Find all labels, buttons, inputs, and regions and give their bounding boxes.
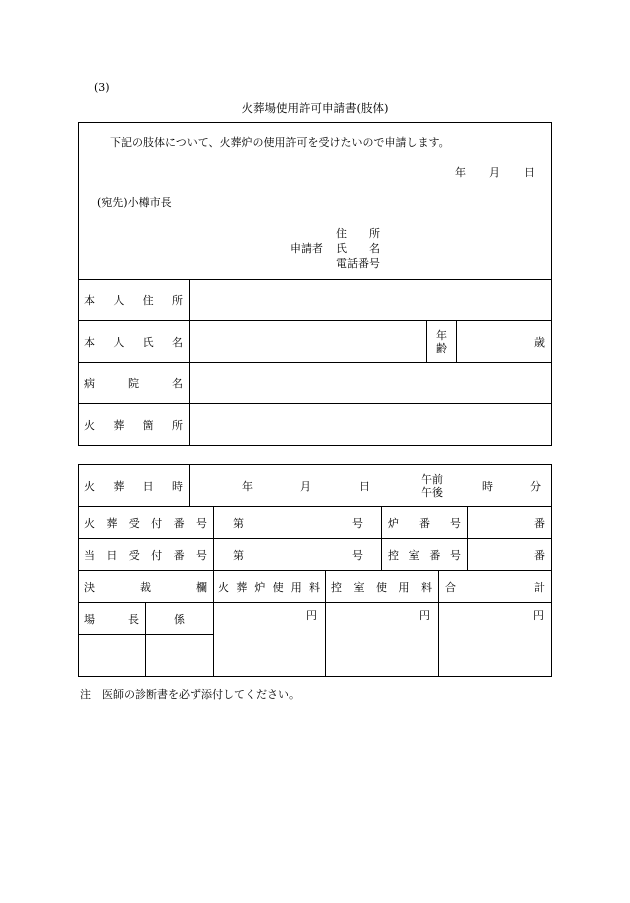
room-fee-label: 控 室 使 用 料 [331, 580, 432, 594]
datetime-minute: 分 [530, 479, 541, 493]
sameday-gou: 号 [352, 548, 363, 562]
total-label: 合 計 [445, 580, 545, 594]
applicant-phone-label: 電話番号 [336, 257, 380, 270]
am-pm: 午前 午後 [421, 472, 443, 499]
furnace-number-label: 炉 番 号 [388, 516, 461, 530]
row-deceased-name-label: 本 人 氏 名 [84, 335, 183, 349]
reception-number-label: 火 葬 受 付 番 号 [84, 516, 207, 530]
row-deceased-address-label: 本 人 住 所 [84, 294, 183, 307]
reception-dai: 第 [233, 516, 244, 530]
form-title: 火葬場使用許可申請書(肢体) [241, 101, 389, 115]
date-month: 月 [489, 166, 500, 179]
datetime-hour: 時 [482, 479, 493, 493]
furnace-ban: 番 [534, 516, 545, 530]
applicant-label: 申請者 [290, 242, 323, 255]
room-fee-yen: 円 [419, 609, 430, 622]
datetime-day: 日 [359, 479, 370, 493]
datetime-year: 年 [242, 479, 253, 493]
datetime-month: 月 [300, 479, 311, 493]
footnote: 注 医師の診断書を必ず添付してください。 [80, 688, 300, 701]
waiting-room-ban: 番 [534, 548, 545, 562]
waiting-room-number-label: 控 室 番 号 [388, 548, 461, 562]
applicant-name-label: 氏 名 [336, 242, 380, 255]
intro-text: 下記の肢体について、火葬炉の使用許可を受けたいので申請します。 [110, 136, 450, 149]
date-year: 年 [455, 166, 466, 179]
age-unit: 歳 [534, 335, 545, 349]
date-day: 日 [524, 166, 535, 179]
form-number: (3) [94, 81, 110, 94]
cremation-datetime-label: 火 葬 日 時 [84, 479, 183, 493]
furnace-fee-yen: 円 [306, 609, 317, 622]
sameday-dai: 第 [233, 548, 244, 562]
furnace-fee-label: 火 葬 炉 使 用 料 [218, 580, 320, 594]
chief-label: 場 長 [84, 612, 139, 626]
sameday-number-label: 当 日 受 付 番 号 [84, 548, 207, 562]
clerk-label: 係 [174, 612, 185, 626]
applicant-address-label: 住 所 [336, 227, 380, 240]
total-yen: 円 [533, 609, 544, 622]
reception-gou: 号 [352, 516, 363, 530]
row-cremation-place-label: 火 葬 箇 所 [84, 418, 183, 432]
addressee: (宛先)小樽市長 [97, 196, 172, 209]
row-hospital-label: 病 院 名 [84, 377, 183, 390]
decision-label: 決 裁 欄 [84, 580, 207, 594]
age-label: 年 齢 [436, 328, 447, 355]
